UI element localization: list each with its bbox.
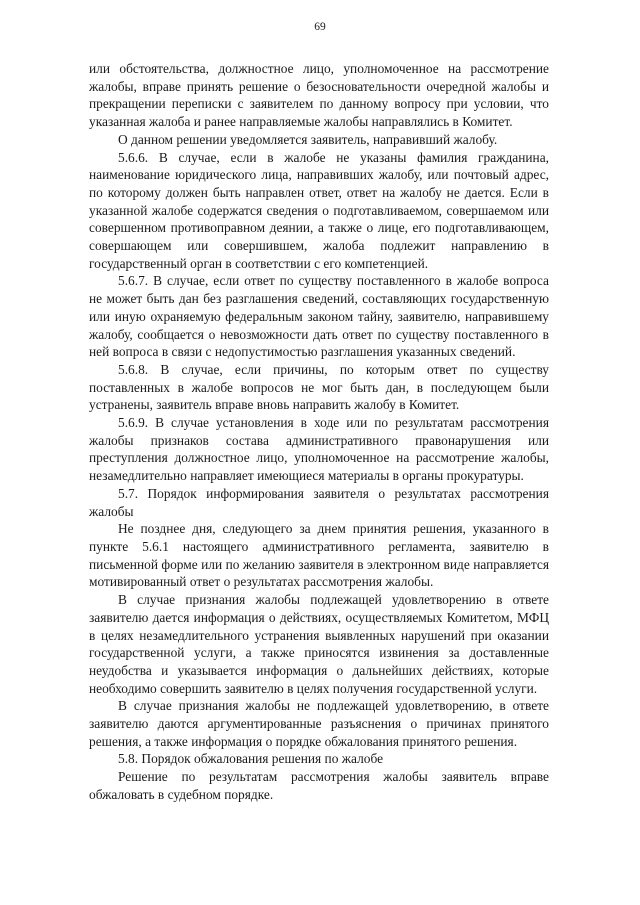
paragraph-complaint-rejected: В случае признания жалобы не подлежащей удовлетворению, в ответе заявителю даются аргументированные разъяснения о причинах принятого решения, а также информация о порядке обжалования принятого решения. <box>89 698 549 749</box>
page-number: 69 <box>314 21 326 33</box>
paragraph-judicial-appeal: Решение по результатам рассмотрения жалобы заявитель вправе обжаловать в судебном порядке. <box>89 769 549 802</box>
paragraph-5-6-6: 5.6.6. В случае, если в жалобе не указаны фамилия гражданина, наименование юридического лица, направивших жалобу, или почтовый адрес, по которому должен быть направлен ответ, ответ на жалобу не дается. Если в указанной жалобе содержатся сведения о подготавливаемом, совершаемом или совершенном противоправном деянии, а также о лице, его подготавливающем, совершающем или совершившем, жалоба подлежит направлению в государственный орган в соответствии с его компетенцией. <box>89 149 549 271</box>
paragraph-response-deadline: Не позднее дня, следующего за днем принятия решения, указанного в пункте 5.6.1 настоящего административного регламента, заявителю в письменной форме или по желанию заявителя в электронном виде направляется мотивированный ответ о результатах рассмотрения жалобы. <box>89 521 549 590</box>
section-heading-5-8: 5.8. Порядок обжалования решения по жалобе <box>118 751 384 767</box>
document-body <box>89 60 549 804</box>
paragraph-5-6-7: 5.6.7. В случае, если ответ по существу поставленного в жалобе вопроса не может быть дан без разглашения сведений, составляющих государственную или иную охраняемую федеральным законом тайну, заявителю, направившему жалобу, сообщается о невозможности дать ответ по существу поставленного в ней вопроса в связи с недопустимостью разглашения указанных сведений. <box>89 273 549 360</box>
section-heading-5-7: 5.7. Порядок информирования заявителя о результатах рассмотрения жалобы <box>89 485 549 519</box>
paragraph-notification: О данном решении уведомляется заявитель, направивший жалобу. <box>118 131 498 147</box>
paragraph-5-6-8: 5.6.8. В случае, если причины, по которым ответ по существу поставленных в жалобе вопросов не мог быть дан, в последующем были устранены, заявитель вправе вновь направить жалобу в Комитет. <box>89 361 549 413</box>
paragraph-complaint-satisfied: В случае признания жалобы подлежащей удовлетворению в ответе заявителю дается информация о действиях, осуществляемых Комитетом, МФЦ в целях незамедлительного устранения выявленных нарушений при оказании государственной услуги, а также приносятся извинения за доставленные неудобства и указывается информация о дальнейших действиях, которые необходимо совершить заявителю в целях получения государственной услуги. <box>89 592 549 696</box>
paragraph-continuation: или обстоятельства, должностное лицо, уполномоченное на рассмотрение жалобы, вправе принять решение о безосновательности очередной жалобы и прекращении переписки с заявителем по данному вопросу при условии, что указанная жалоба и ранее направляемые жалобы направлялись в Комитет. <box>89 61 549 130</box>
paragraph-5-6-9: 5.6.9. В случае установления в ходе или по результатам рассмотрения жалобы признаков состава административного правонарушения или преступления должностное лицо, уполномоченное на рассмотрение жалобы, незамедлительно направляет имеющиеся материалы в органы прокуратуры. <box>89 415 549 484</box>
